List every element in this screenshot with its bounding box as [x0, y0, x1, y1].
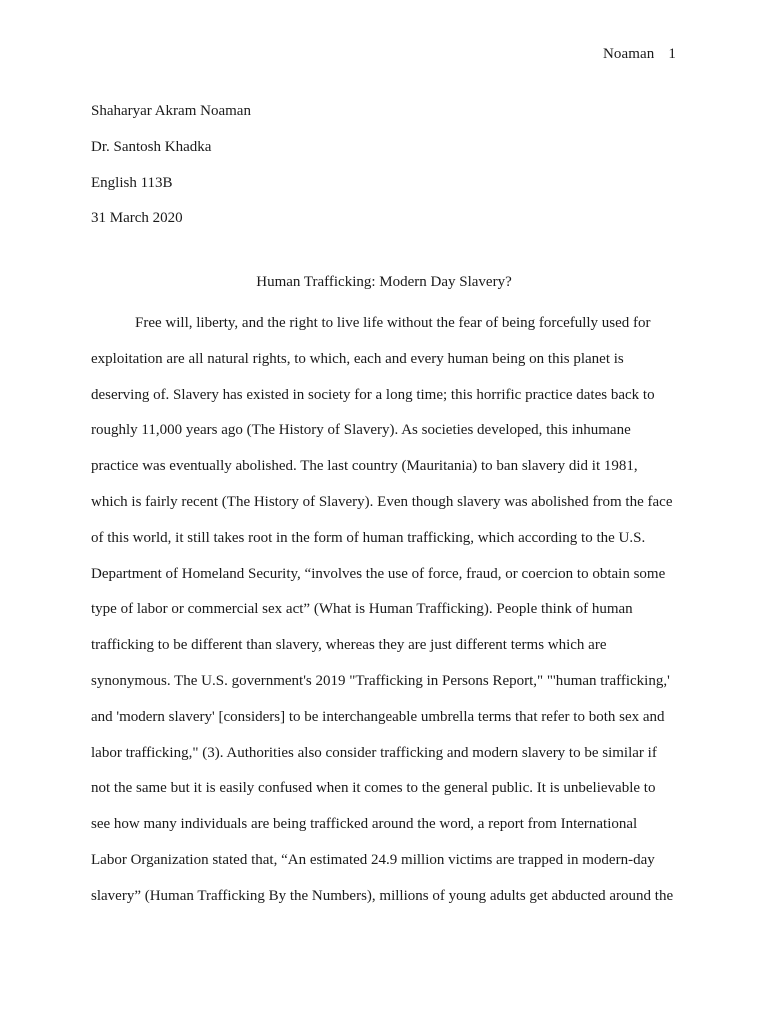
body-line: type of labor or commercial sex act” (What is Human Trafficking). People think of human — [91, 601, 633, 618]
body-line: slavery” (Human Trafficking By the Numbers), millions of young adults get abducted around the — [91, 887, 674, 904]
body-line: and 'modern slavery' [considers] to be interchangeable umbrella terms that refer to both sex and — [91, 708, 665, 725]
body-line: which is fairly recent (The History of Slavery). Even though slavery was abolished from the face — [91, 493, 673, 510]
body-line: labor trafficking," (3). Authorities also consider trafficking and modern slavery to be similar if — [91, 744, 657, 761]
page-number: 1 — [668, 46, 676, 62]
paper-date: 31 March 2020 — [91, 210, 183, 227]
body-line: Labor Organization stated that, “An estimated 24.9 million victims are trapped in modern-day — [91, 851, 655, 868]
paper-title: Human Trafficking: Modern Day Slavery? — [256, 274, 512, 290]
body-line: of this world, it still takes root in the form of human trafficking, which according to the U.S. — [91, 529, 646, 546]
body-line: synonymous. The U.S. government's 2019 "Trafficking in Persons Report," "'human trafficking,' — [91, 672, 670, 689]
body-line: roughly 11,000 years ago (The History of Slavery). As societies developed, this inhumane — [91, 422, 631, 439]
body-line: Free will, liberty, and the right to live life without the fear of being forcefully used for — [135, 315, 651, 331]
body-line: Department of Homeland Security, “involves the use of force, fraud, or coercion to obtain some — [91, 565, 666, 582]
course-name: English 113B — [91, 174, 173, 191]
running-head — [603, 46, 676, 63]
body-line: trafficking to be different than slavery, whereas they are just different terms which are — [91, 637, 607, 654]
running-head-surname: Noaman — [602, 46, 655, 62]
body-line: practice was eventually abolished. The last country (Mauritania) to ban slavery did it 1981, — [91, 458, 638, 475]
body-line: deserving of. Slavery has existed in society for a long time; this horrific practice dates back to — [91, 386, 655, 403]
instructor-name: Dr. Santosh Khadka — [91, 138, 212, 155]
body-line: exploitation are all natural rights, to which, each and every human being on this planet is — [91, 350, 624, 367]
mla-heading — [91, 94, 251, 237]
student-name: Shaharyar Akram Noaman — [91, 103, 251, 119]
body-line: not the same but it is easily confused when it comes to the general public. It is unbelievable to — [91, 780, 656, 797]
body-line: see how many individuals are being trafficked around the word, a report from International — [91, 816, 638, 833]
body-paragraph — [91, 306, 691, 915]
